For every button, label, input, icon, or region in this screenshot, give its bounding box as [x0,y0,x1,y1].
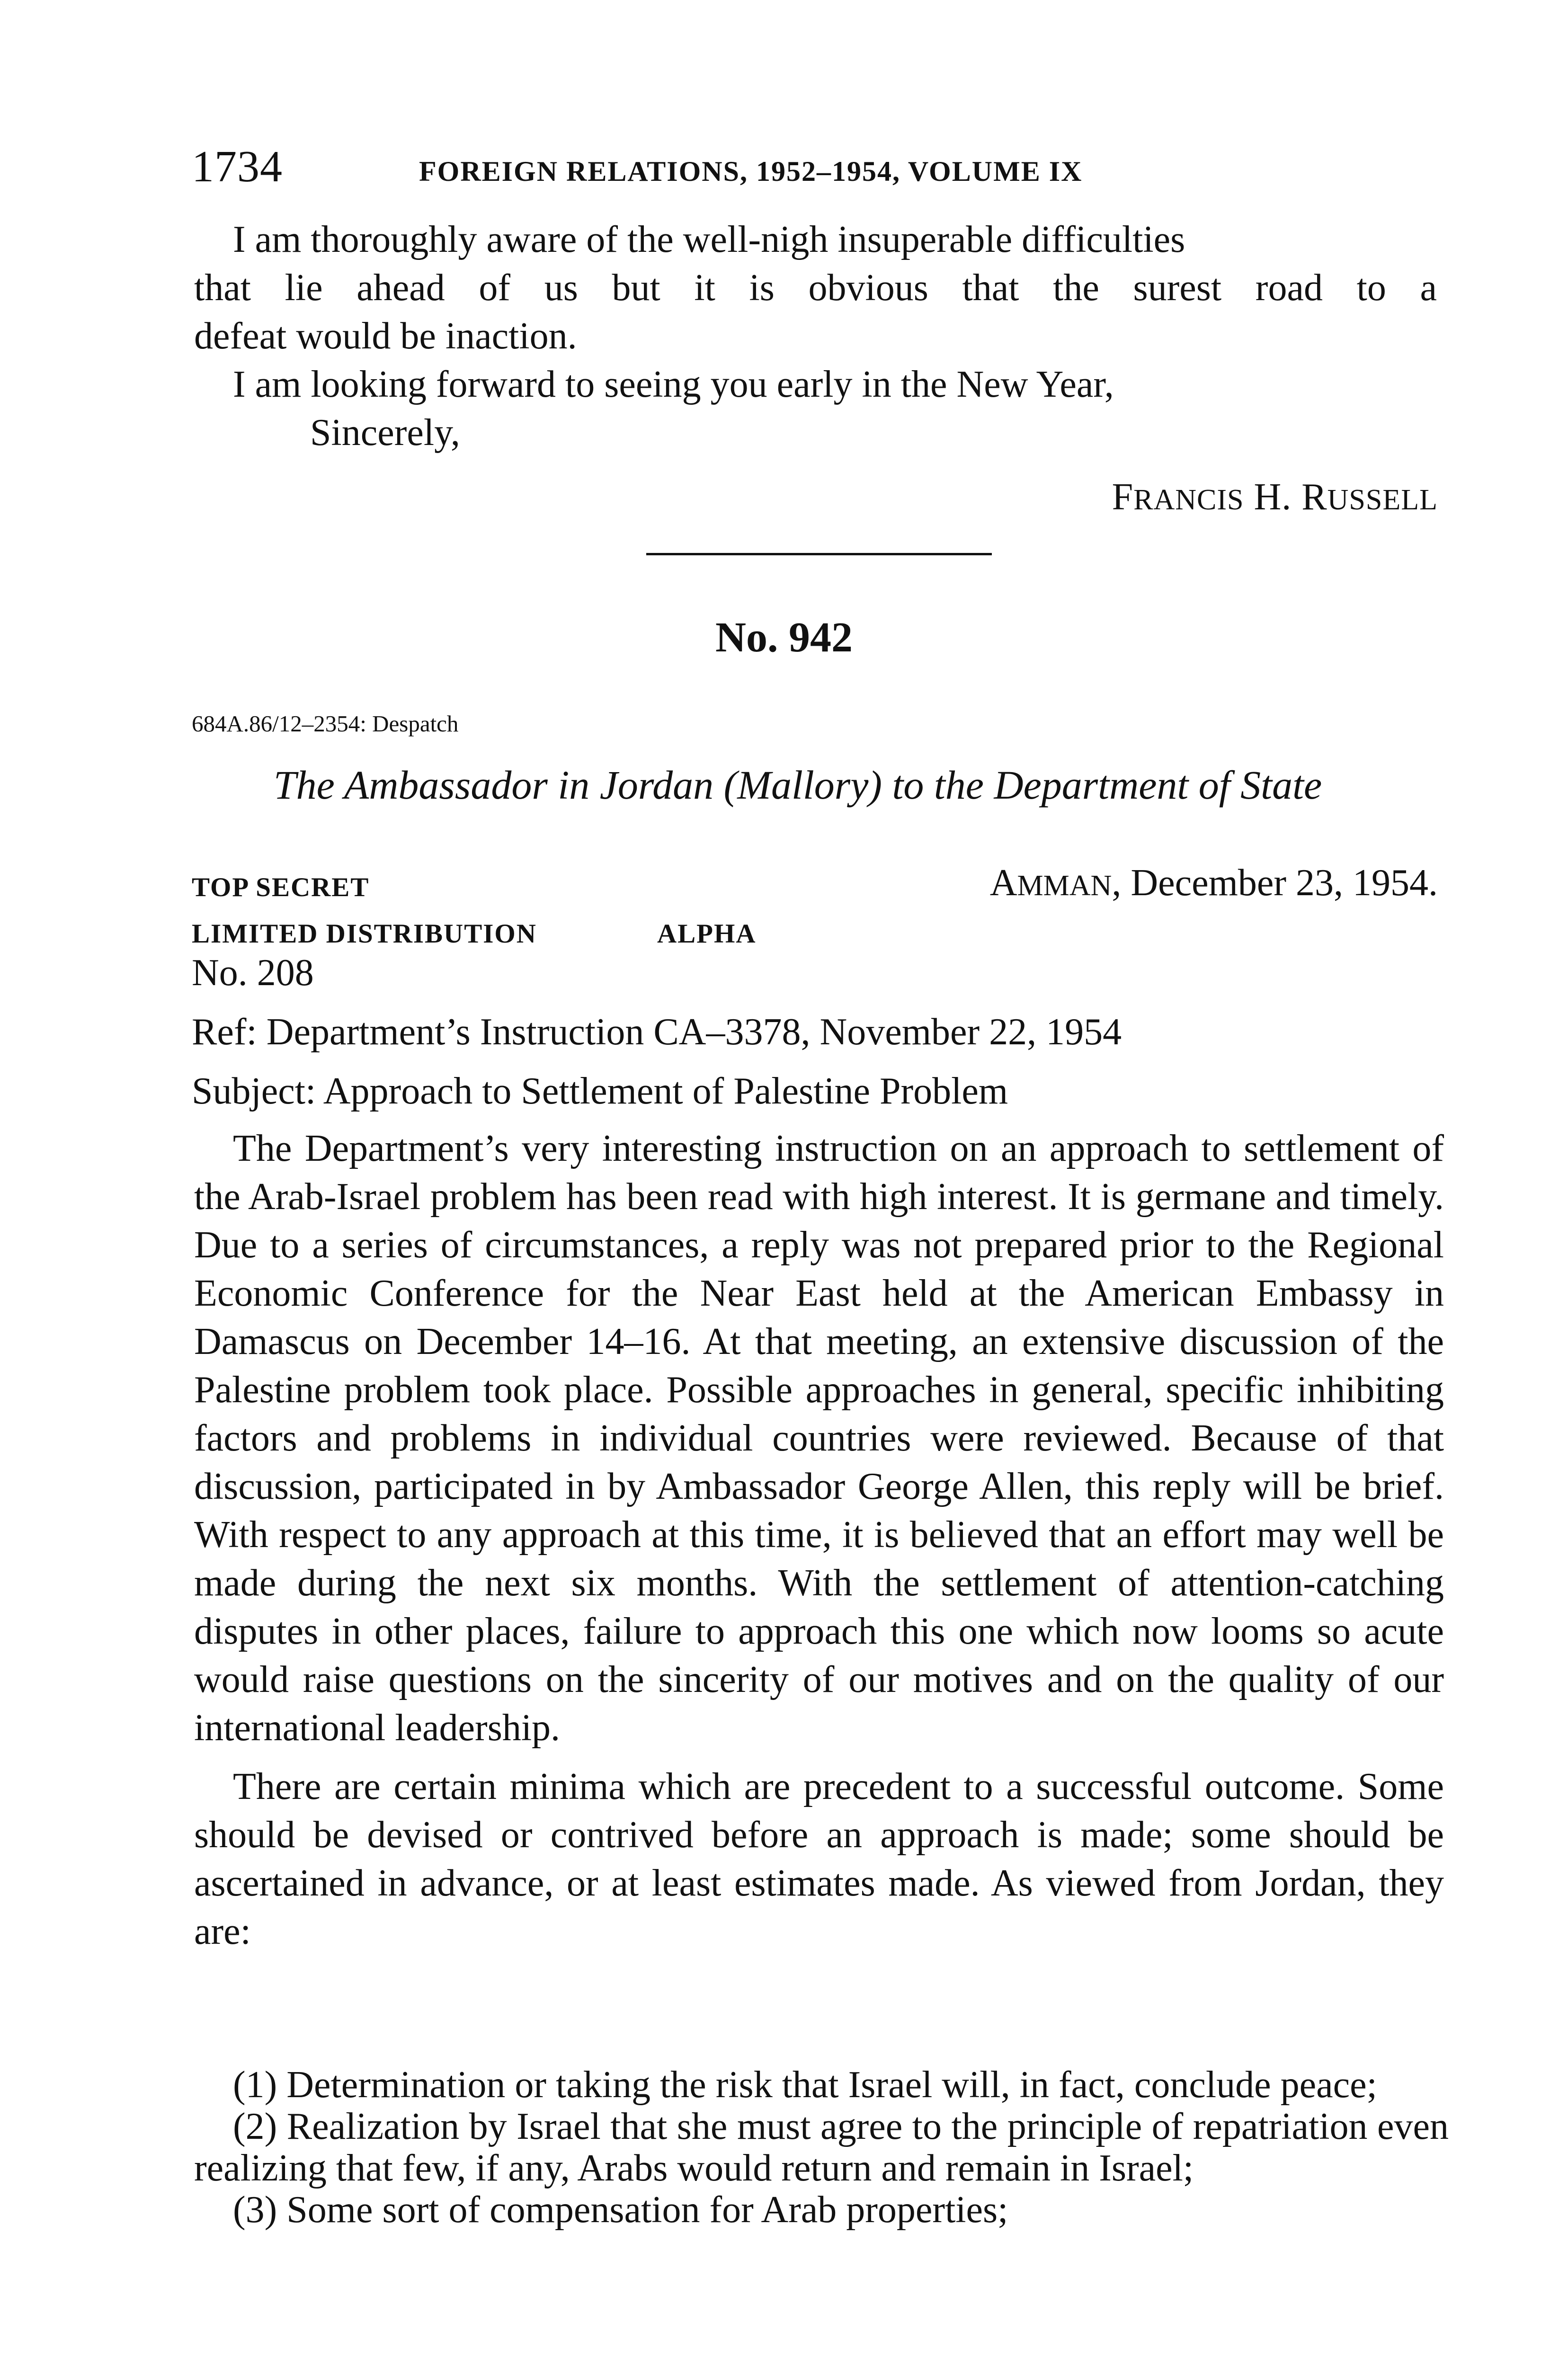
closing-paragraph-2: I am looking forward to seeing you early in the New Year, [233,364,1114,405]
text-line: defeat would be inaction. [194,315,577,357]
closing-paragraph-1-cont [194,264,1437,312]
closing-paragraph-1 [194,215,1437,264]
file-reference: 684A.86/12–2354: Despatch [192,711,459,737]
place-date [990,862,1438,905]
closing-paragraph-1-end [194,312,1437,360]
signature [1112,476,1438,519]
date: , December 23, 1954. [1112,862,1438,904]
place-initial: A [989,862,1017,904]
subject-line: Subject: Approach to Settlement of Palestine Problem [192,1070,1008,1112]
body-paragraph-2: There are certain minima which are precedent to a successful outcome. Some should be devised or contrived before an approach is made; some should be ascertained in advance, or at least estimates made. As viewed from Jordan, they are: [194,1766,1444,1952]
page-number: 1734 [192,142,283,191]
despatch-number: No. 208 [192,952,314,994]
reference-line: Ref: Department’s Instruction CA–3378, November 22, 1954 [192,1011,1122,1053]
list-item: (1) Determination or taking the risk that Israel will, in fact, conclude peace; [233,2064,1377,2106]
closing-letter-text [194,215,1437,457]
minima-list [194,2064,1449,2231]
document-number: No. 942 [715,614,853,661]
document-title: The Ambassador in Jordan (Mallory) to the Department of State [273,762,1322,808]
body-paragraph-1: The Department’s very interesting instruction on an approach to settlement of the Arab-Israel problem has been read with high interest. It is germane and timely. Due to a series of circumstances, a reply was not prepared prior to the Regional Economic Conference for the Near East held at the American Embassy in Damascus on December 14–16. At that meeting, an extensive discussion of the Palestine problem took place. Possible approaches in general, specific inhibiting factors and problems in individual countries were reviewed. Because of that discussion, participated in by Ambassador George Allen, this reply will be brief. With respect to any approach at this time, it is believed that an effort may well be made during the next six months. With the settlement of attention-catching disputes in other places, failure to approach this one which now looms so acute would raise questions on the sincerity of our motives and on the quality of our international leadership. [194,1128,1444,1749]
text-line: I am thoroughly aware of the well-nigh insuperable difficulties [233,219,1185,260]
signature-middle: H. [1244,476,1302,518]
signature-last-initial: R [1301,476,1327,518]
list-item: (3) Some sort of compensation for Arab properties; [233,2189,1008,2231]
despatch-body [194,1124,1444,1956]
section-divider [646,553,992,555]
distribution-label: LIMITED DISTRIBUTION [192,919,537,949]
distribution-code: ALPHA [657,919,757,949]
text-line: that lie ahead of us but it is obvious that the surest road to a [194,267,1437,309]
signature-first-initial: F [1112,476,1134,518]
classification-label: TOP SECRET [192,872,370,902]
running-head [192,141,1442,198]
place-rest: MMAN [1017,870,1112,902]
signature-first-rest: RANCIS [1133,484,1244,516]
list-item: (2) Realization by Israel that she must agree to the principle of repatriation even realizing that few, if any, Arabs would return and remain in Israel; [194,2106,1449,2189]
complimentary-close: Sincerely, [310,412,460,454]
signature-last-rest: USSELL [1327,484,1438,516]
running-title: FOREIGN RELATIONS, 1952–1954, VOLUME IX [419,156,1083,187]
